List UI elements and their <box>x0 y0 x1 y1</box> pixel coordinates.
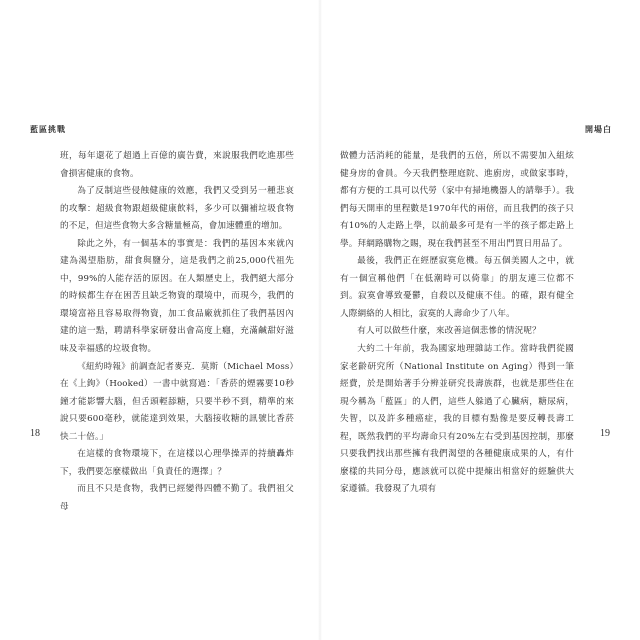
left-page-number: 18 <box>30 428 40 439</box>
left-paragraph-6: 而且不只是食物，我們已經變得四體不勤了。我們祖父母 <box>60 484 294 512</box>
left-page-body <box>60 148 294 516</box>
left-paragraph-5: 在這樣的食物環境下，在這樣以心理學操弄的持續轟炸下，我們要怎麼樣做出「負責任的選擇」？ <box>60 449 294 477</box>
page-gutter <box>318 0 322 640</box>
right-paragraph-1: 做體力活消耗的能量，是我們的五倍，所以不需要加入組炫健身房的會員。今天我們整理庭院、進廚房，或做家事時，都有方便的工具可以代勞（家中有掃地機器人的請舉手）。我們每天開車的里程數是1970年代的兩倍，而且我們的孩子只有10%的人走路上學，以前最多可是有一半的孩子都走路上學。拜網路購物之賜，現在我們甚至不用出門買日用品了。 <box>340 151 574 249</box>
left-paragraph-2: 為了反制這些侵蝕健康的效應，我們又受到另一種悲哀的攻擊：超級食物跟超級健康飲料，多少可以彌補垃圾食物的不足，但這些食物大多含糖量極高，會加速體重的增加。 <box>60 186 294 232</box>
right-page-number: 19 <box>600 428 610 439</box>
right-paragraph-3: 有人可以做些什麼，來改善這個悲慘的情況呢？ <box>357 326 541 337</box>
left-paragraph-3: 除此之外，有一個基本的事實是：我們的基因本來就內建為渴望脂肪，甜食與鹽分，這是我們之前25,000代祖先中，99%的人能存活的原因。在人類歷史上，我們絕大部分的時候都生存在困苦且缺乏物資的環境中，而現今，我們的環境富裕且容易取得物資，加工食品廠就抓住了我們基因內建的這一點，聘請科學家研發出會高度上癮，充滿鹹甜好滋味及幸福感的垃圾食物。 <box>60 238 294 355</box>
left-paragraph-4: 《紐約時報》前調查記者麥克．莫斯（Michael Moss）在《上鉤》（Hooked）一書中就寫過：「香菸的煙霧要10秒鐘才能影響大腦，但舌頭輕舔糖，只要半秒不到，精準的來說只要600毫秒，就能達到效果，大腦接收糖的訊號比香菸快二十倍。」 <box>60 361 294 442</box>
right-paragraph-4: 大約二十年前，我為國家地理雜誌工作。當時我們從國家老齡研究所（National Institute on Aging）得到一筆經費，於是開始著手分辨並研究長壽族群，也就是那些住在現今稱為「藍區」的人們，這些人躲過了心臟病，糖尿病，失智，以及許多種癌症，我的目標有點像是要反轉長壽工程，既然我們的平均壽命只有20%左右受到基因控制，那麼只要我們找出那些擁有我們渴望的各種健康成果的人，有什麼樣的共同分母，應該就可以從中提煉出相當好的經驗供大家遵循。我發現了九項有 <box>340 344 574 495</box>
right-running-head: 開場白 <box>585 125 612 134</box>
right-paragraph-2: 最後，我們正在經歷寂寞危機。每五個美國人之中，就有一個宣稱他們「在低潮時可以倚靠」的朋友連三位都不到。寂寞會導致憂鬱，自殺以及健康不佳。的確，跟有健全人際網絡的人相比，寂寞的人壽命少了八年。 <box>340 256 574 319</box>
left-running-head: 藍區挑戰 <box>30 125 66 134</box>
right-page-body <box>340 148 574 499</box>
left-paragraph-1: 班，每年還花了超過上百億的廣告費，來說服我們吃進那些會損害健康的食物。 <box>60 151 294 179</box>
